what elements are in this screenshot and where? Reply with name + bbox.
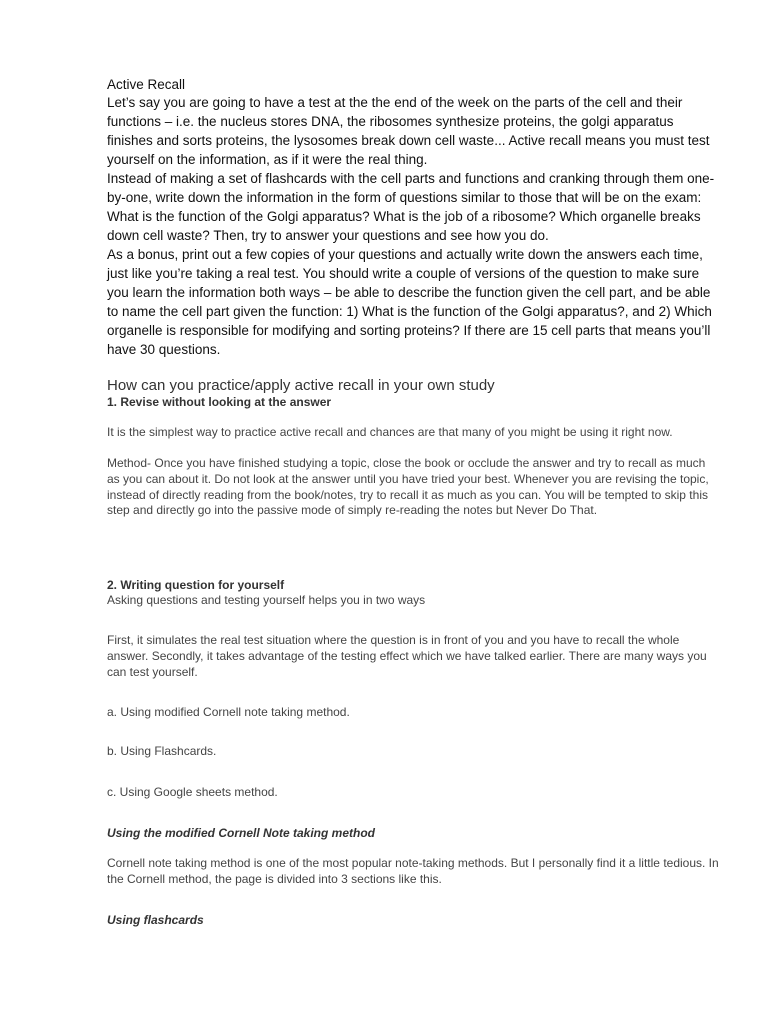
intro-paragraph-1: Let’s say you are going to have a test at the the end of the week on the parts of the cell and their functions – i.e. the nucleus stores DNA, the ribosomes synthesize proteins, the golgi apparatus finishes and sorts proteins, the lysosomes break down cell waste... Active recall means you must test yourself on the information, as if it were the real thing. [107, 95, 710, 167]
option-c: c. Using Google sheets method. [107, 785, 278, 799]
section-1-paragraph-2: Method- Once you have finished studying a topic, close the book or occlude the answer and try to recall as much as you can about it. Do not look at the answer until you have tried your best. Whenever you are revising the topic, instead of directly reading from the book/notes, try to recall it as much as you can. You will be tempted to skip this step and directly go into the passive mode of simply re-reading the notes but Never Do That. [107, 456, 709, 518]
option-b: b. Using Flashcards. [107, 744, 217, 758]
section-1-heading: 1. Revise without looking at the answer [107, 395, 332, 409]
section-2-paragraph-1: Asking questions and testing yourself helps you in two ways [107, 593, 426, 607]
intro-title: Active Recall [107, 77, 186, 92]
practice-heading: How can you practice/apply active recall in your own study [107, 377, 495, 394]
section-1-paragraph-1: It is the simplest way to practice active recall and chances are that many of you might be using it right now. [107, 425, 673, 439]
intro-paragraph-3: As a bonus, print out a few copies of your questions and actually write down the answers each time, just like you’re taking a real test. You should write a couple of versions of the question to make sure you learn the information both ways – be able to describe the function given the cell part, and be able to name the cell part given the function: 1) What is the function of the Golgi apparatus?, and 2) Which organelle is responsible for modifying and sorting proteins? If there are 15 cell parts that means you’ll have 30 questions. [107, 247, 712, 357]
flashcards-heading: Using flashcards [107, 913, 204, 927]
section-2-heading: 2. Writing question for yourself [107, 578, 285, 592]
intro-paragraph-2: Instead of making a set of flashcards with the cell parts and functions and cranking through them one-by-one, write down the information in the form of questions similar to those that will be on the exam: What is the function of the Golgi apparatus? What is the job of a ribosome? Which organelle breaks down cell waste? Then, try to answer your questions and see how you do. [107, 171, 715, 243]
section-2-paragraph-2: First, it simulates the real test situation where the question is in front of you and you have to recall the whole answer. Secondly, it takes advantage of the testing effect which we have talked earlier. There are many ways you can test yourself. [107, 633, 707, 679]
option-a: a. Using modified Cornell note taking method. [107, 705, 350, 719]
cornell-paragraph: Cornell note taking method is one of the most popular note-taking methods. But I personally find it a little tedious. In the Cornell method, the page is divided into 3 sections like this. [107, 856, 719, 886]
cornell-heading: Using the modified Cornell Note taking method [107, 826, 376, 840]
